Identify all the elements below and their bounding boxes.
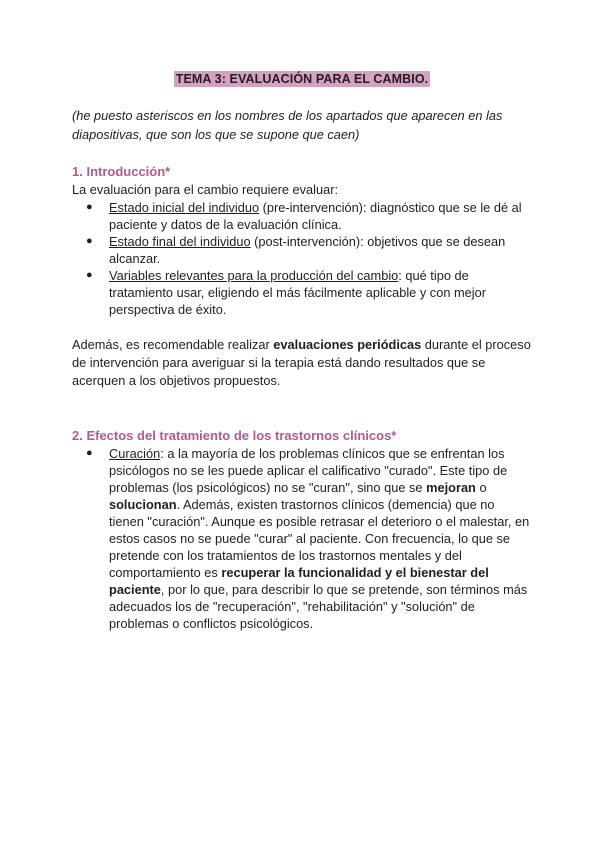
document-page — [72, 70, 532, 632]
list-item-term: Estado final del individuo — [109, 234, 251, 249]
bullet-icon: ● — [86, 447, 93, 459]
title-wrap — [72, 70, 532, 88]
section-1-paragraph — [72, 336, 532, 390]
asterisk-note: (he puesto asteriscos en los nombres de los apartados que aparecen en las diapositivas, que son los que se supone que caen) — [72, 108, 503, 142]
page-title: TEMA 3: EVALUACIÓN PARA EL CAMBIO. — [175, 72, 429, 86]
bullet-icon: ● — [86, 201, 93, 213]
section-1-list — [72, 199, 532, 318]
list-item — [86, 233, 532, 267]
list-item-text: . Además, existen trastornos clínicos (demencia) que no tienen "curación". Aunque es posible retrasar el deterioro o el malestar, en estos casos no se puede "curar" al paciente. Con frecuencia, lo que se pretende con los tratamientos de los trastornos mentales y del comportamiento es — [109, 497, 530, 580]
list-item — [86, 199, 532, 233]
section-1-lead: La evaluación para el cambio requiere evaluar: — [72, 182, 339, 197]
section-1-heading: 1. Introducción* — [72, 164, 171, 179]
list-item-text: (post-intervención): objetivos que se desean alcanzar. — [109, 234, 506, 266]
paragraph-bold: evaluaciones periódicas — [273, 337, 422, 352]
list-item-bold: mejoran — [426, 480, 476, 495]
list-item-bold: recuperar la funcionalidad y el bienestar del paciente — [109, 565, 489, 597]
list-item-text: , por lo que, para describir lo que se pretende, son términos más adecuados los de "recuperación", "rehabilitación" y "solución" de problemas o conflictos psicológicos. — [109, 582, 528, 631]
list-item-text: (pre-intervención): diagnóstico que se le dé al paciente y datos de la evaluación clínica. — [109, 200, 522, 232]
list-item-term: Variables relevantes para la producción del cambio — [109, 268, 399, 283]
list-item-bold: solucionan — [109, 497, 177, 512]
spacer — [72, 318, 532, 336]
section-2-list — [72, 445, 532, 632]
bullet-icon: ● — [86, 269, 93, 281]
list-item-term: Curación — [109, 446, 161, 461]
list-item — [86, 445, 532, 632]
section-2-heading: 2. Efectos del tratamiento de los trastornos clínicos* — [72, 428, 397, 443]
paragraph-text: Además, es recomendable realizar — [72, 337, 274, 352]
list-item-text: : qué tipo de tratamiento usar, eligiendo el más fácilmente aplicable y con mejor perspectiva de éxito. — [109, 268, 486, 317]
list-item-term: Estado inicial del individuo — [109, 200, 260, 215]
paragraph-text: durante el proceso de intervención para averiguar si la terapia está dando resultados que se acerquen a los objetivos propuestos. — [72, 337, 531, 388]
list-item-text: o — [475, 480, 487, 495]
list-item-text: : a la mayoría de los problemas clínicos que se enfrentan los psicólogos no se les puede aplicar el calificativo "curado". Este tipo de problemas (los psicológicos) no se "curan", sino que se — [109, 446, 508, 495]
bullet-icon: ● — [86, 235, 93, 247]
spacer — [72, 390, 532, 426]
list-item — [86, 267, 532, 318]
